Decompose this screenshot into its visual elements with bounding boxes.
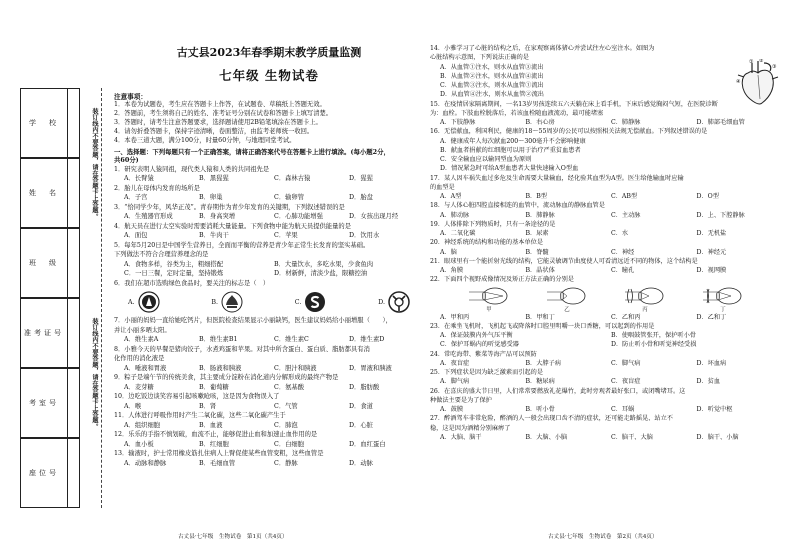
- footer-left: 古丈县·七年级 生物试卷 第1页（共4页）: [178, 534, 288, 540]
- option-row: [430, 211, 782, 220]
- option: B．肾: [199, 402, 217, 410]
- option-row: [114, 193, 424, 203]
- option: A．食物多样，谷类为主，粗细搭配: [124, 260, 224, 268]
- seal-text: 装订线内不要答题，请在答题卡上答题。: [91, 318, 98, 430]
- logo-option: [378, 291, 410, 313]
- question-stem-cont: 化作用的消化液是: [114, 355, 165, 363]
- option: D．材新鲜，清淡少盐，限糖控油: [274, 270, 368, 278]
- option-row: [430, 377, 782, 386]
- notes-list: [114, 101, 424, 146]
- option: D．脂肪酸: [349, 383, 380, 391]
- option: D．神经元: [696, 248, 727, 256]
- option: C．肺泡: [274, 421, 298, 429]
- info-box: [20, 228, 68, 298]
- question-stem: 5．每年5月20日是中国学生营养日，全面而平衡的营养是青少年正常生长发育的坚实基础。: [114, 241, 370, 249]
- eye-figure: [701, 287, 745, 313]
- option: C．安全输血应以输同型血为原则: [440, 156, 532, 163]
- option: A．肺动脉: [440, 211, 470, 219]
- option: A．健康成年人每次献血200～300毫升不会影响健康: [440, 137, 586, 145]
- food-logo-icon: [388, 291, 410, 313]
- option: C．脚气病: [611, 359, 641, 367]
- notes-heading: 注意事项：: [114, 93, 147, 101]
- logo-option: [211, 291, 243, 313]
- option: D．乙和丁: [696, 313, 727, 321]
- option: D．胎盘: [349, 194, 373, 202]
- eye-diagrams: [430, 285, 782, 313]
- eye-figure: [545, 287, 589, 313]
- note-item: 1．本卷为试题卷，考生应在答题卡上作答，在试题卷、草稿纸上答题无效。: [114, 101, 326, 108]
- seal-line: [101, 88, 102, 508]
- option: C．保护耳蜗内的听觉感受器: [440, 341, 519, 349]
- question-stem-cont: 稳，这是因为酒精分别麻痹了: [430, 424, 511, 432]
- eye-figure: [467, 287, 511, 313]
- info-label: 准考证号: [24, 329, 64, 337]
- option-row: [114, 402, 424, 412]
- option: C．静脉: [274, 459, 298, 467]
- option: B．身高突增: [199, 213, 236, 221]
- option: D．听觉中枢: [696, 406, 733, 413]
- question-stem: 19．人体排除下列物质时，只有一条途径的是: [430, 220, 556, 228]
- option: C．主动脉: [611, 211, 641, 219]
- option: C．森林古猿: [274, 175, 311, 183]
- right-column: [430, 44, 782, 442]
- note-item: 2．答题前，考生须将自己的姓名、准考证号分别在试卷和答题卡上填写清楚。: [114, 109, 333, 117]
- question-stem: 24．常吃海带、紫菜等海产品可以预防: [430, 350, 537, 358]
- option: A．脑: [440, 248, 457, 256]
- option: C．夜盲症: [611, 378, 641, 386]
- option: B．大脖子病: [525, 359, 561, 367]
- option: B．葡萄糖: [199, 383, 229, 391]
- question-stem: 15．在疫情居家隔离期间，一名13岁男孩连续五六天躺在床上看手机，下床后感觉胸闷气短，在医院诊断: [430, 100, 718, 108]
- left-column: [114, 44, 424, 468]
- option: B．脊髓: [525, 248, 549, 256]
- eye-label: 甲: [486, 306, 492, 313]
- option: D．胃液和胰液: [349, 364, 392, 372]
- option-row: [114, 174, 424, 184]
- option: B．大脑、小脑: [525, 433, 568, 441]
- option: D．从血管④注水，则水从血管②流出: [440, 91, 544, 99]
- question-stem: 20．神经系统的结构和功能的基本单位是: [430, 239, 544, 247]
- option: C．AB型: [611, 193, 638, 200]
- option: B．维生素B1: [199, 336, 238, 344]
- option: A．动脉和静脉: [124, 459, 167, 467]
- option: A．面包: [124, 232, 148, 240]
- option: A．夜盲症: [440, 359, 470, 367]
- option: C．瞳孔: [611, 267, 635, 274]
- info-fill-field[interactable]: [68, 298, 80, 368]
- questions-left: [114, 165, 424, 469]
- option: C．胆汁和胰液: [274, 364, 317, 372]
- option: A．喉: [124, 402, 142, 410]
- eye-diagram-icon: [545, 287, 589, 305]
- option: D．视网膜: [696, 267, 727, 274]
- exam-subtitle: 七年级 生物试卷: [219, 68, 319, 83]
- option: A．保证鼓膜内外气压平衡: [440, 332, 513, 339]
- option: D．上、下腔静脉: [696, 211, 745, 219]
- info-fill-field[interactable]: [68, 228, 80, 298]
- option: B．听小骨: [525, 406, 555, 413]
- question-stem-cont: 的血型是: [430, 183, 455, 191]
- info-box: [20, 368, 68, 438]
- option: C．肺静脉: [611, 119, 641, 126]
- option: D．坏血病: [696, 359, 727, 367]
- info-box: [20, 88, 68, 158]
- option-row: [430, 331, 782, 340]
- option: C．乙和丙: [611, 313, 641, 321]
- question-stem: 23．在乘坐飞机时，飞机起飞或降落时口腔里明嚼一块口香糖，可以起到的作用是: [430, 322, 655, 330]
- option: B．肺静脉: [525, 211, 555, 219]
- note-item: 4．请勿折叠答题卡，保持字迹清晰，卷面整洁，由监考老师统一收回。: [114, 127, 314, 135]
- food-logo-icon: [221, 291, 243, 313]
- eye-diagram-icon: [467, 287, 511, 305]
- question-stem-cont: 下列做法不符合合理营养理念的是: [114, 251, 209, 259]
- option: B．卵巢: [199, 194, 223, 202]
- question-stem: 18．与人体心脏四腔直接相连的血管中，流动脉血的静脉血管是: [430, 202, 605, 210]
- question-stem: 25．下列症状是因为缺乏激素而引起的是: [430, 369, 544, 376]
- eye-label: 丁: [720, 306, 726, 313]
- option: C．水: [611, 230, 629, 237]
- option-row: [430, 118, 782, 127]
- option: D．心脏: [349, 421, 373, 429]
- section-heading: [114, 148, 424, 165]
- option: C．白细胞: [274, 440, 305, 448]
- option: B．毛细血管: [199, 459, 236, 467]
- question-stem: 1．研究表明人猿同祖，现代类人猿和人类的共同祖先是: [114, 165, 270, 173]
- option: A．甲和丙: [440, 313, 470, 321]
- option-row: [430, 313, 782, 322]
- option: B．甲和丁: [525, 313, 555, 321]
- option: D．血红蛋白: [349, 440, 386, 448]
- option-row: [430, 405, 782, 414]
- heart-label-2: ②: [759, 59, 764, 64]
- heart-label-3: ③: [772, 64, 777, 70]
- option: A．二氧化碳: [440, 230, 476, 237]
- option: A．子宫: [124, 194, 148, 202]
- section-heading-line1: 一、选择题：下列每题只有一个正确答案，请将正确答案代号在答题卡上进行填涂。(每小题2分，: [114, 147, 390, 156]
- option: A．A型: [440, 193, 462, 200]
- question-stem: 2．胎儿在母体内发育的场所是: [114, 184, 200, 192]
- heart-diagram: [736, 59, 780, 107]
- option: A．角膜: [440, 267, 464, 274]
- info-label: 座位号: [29, 469, 59, 477]
- question-stem: 6．我们在超市选购绿色食品时，要关注的标志是（ ）: [114, 279, 270, 287]
- option: A．长臂猿: [124, 175, 154, 183]
- option: D．无机盐: [696, 230, 727, 237]
- eye-label: 乙: [564, 306, 570, 313]
- section-heading-line2: 共60分): [114, 156, 139, 165]
- info-fill-field[interactable]: [68, 368, 80, 438]
- option: D．食道: [349, 402, 373, 410]
- question-stem-cont: 为：血栓。下肢血栓脱落后，若该血栓随血液流动，最可能堵塞: [430, 109, 604, 117]
- option-label: B.: [211, 298, 218, 306]
- option: A．从血管①注水，则水从血管③流出: [440, 63, 544, 71]
- option: D．饮用水: [349, 232, 380, 240]
- option: B．使咽鼓管张开，保护听小骨: [611, 332, 696, 339]
- heart-label-1: ①: [749, 59, 754, 65]
- question-stem: 22．下面四个视野成像情况及矫正方法正确的分别是: [430, 276, 574, 284]
- option: C．脑干、大脑: [611, 433, 653, 441]
- eye-figure: [623, 287, 667, 313]
- option-row: [114, 364, 424, 374]
- option: B．晶状体: [525, 267, 555, 274]
- question-stem: 10．边吃饭边谈笑容易引起咳嗽呛咳，这是因为食物误入了: [114, 393, 280, 401]
- option-label: A.: [128, 298, 135, 306]
- info-fill-field[interactable]: [68, 88, 80, 158]
- option-row: [430, 63, 782, 100]
- option: B．B型: [525, 193, 547, 200]
- note-item: 4．本卷三道大题，满分100分，时量60分钟，与地理同堂考试。: [114, 136, 296, 144]
- info-label: 姓 名: [29, 189, 59, 197]
- option: C．维生素C: [274, 336, 309, 344]
- option: B．糖尿病: [525, 378, 555, 386]
- option: D．动脉: [349, 459, 373, 467]
- option-row: [430, 340, 782, 349]
- option: D．维生素D: [349, 336, 385, 344]
- logo-option: [295, 291, 327, 313]
- logo-option: [128, 291, 160, 313]
- option: D．女孩出现月经: [349, 213, 399, 221]
- question-stem: 21．眼球里有一个能折射光线的结构，它能灵敏调节曲度使人可看清远近不同的物体，这个结构是: [430, 257, 698, 265]
- question-stem: 4．航天员在进行太空实验时需要消耗大量能量。下列食物中能为航天员提供能量的是: [114, 222, 351, 230]
- option: A．大脑、脑干: [440, 433, 482, 441]
- option: B．右心房: [525, 119, 555, 126]
- option: C．一日三餐，定时定量，坚持锻炼: [124, 270, 224, 278]
- question-stem: 8．小雅今天的早餐是猪肉饺子，水煮鸡蛋和苹果。对其中所含蛋白、蛋白质、脂肪都具有消: [114, 345, 370, 353]
- footer-right: 古丈县·七年级 生物试卷 第2页（共4页）: [548, 534, 658, 540]
- eye-diagram-icon: [623, 287, 667, 305]
- question-stem-cont: 心脏结构示意图，下列说法正确的是: [430, 54, 529, 62]
- option: D．防止听小骨和听觉神经受损: [611, 341, 697, 349]
- option-row: [430, 359, 782, 368]
- option: C．输卵管: [274, 194, 305, 202]
- option: C．耳蜗: [611, 406, 635, 413]
- option: C．苹果: [274, 232, 298, 240]
- option: D．肺部毛细血管: [696, 119, 745, 126]
- option-row: [430, 192, 782, 201]
- option-row: [430, 266, 782, 275]
- option-row: [114, 383, 424, 393]
- info-fill-field[interactable]: [68, 158, 80, 228]
- option: C．从血管③注水，则水从血管①流出: [440, 82, 544, 89]
- info-box: [20, 438, 68, 508]
- note-item: 3．答题时，请考生注意答题要求，选择题请使用2B铅笔填涂在答题卡上。: [114, 118, 322, 126]
- option: B．红细胞: [199, 440, 229, 448]
- option-row: [430, 248, 782, 257]
- question-stem: 17．某人因车祸失血过多危及生命需要大量输血，经化验其血型为A型。医生给他输血时应输: [430, 174, 684, 182]
- question-stem: 3．“恰同学少年，风华正茂”。青春期作为青少年发育的关键期，下列叙述错误的是: [114, 203, 345, 211]
- question-stem: 12．乐乐的手指不慎划破，血流不止，能够促进止血和加速止血作用的是: [114, 431, 318, 439]
- question-stem: 16．无偿献血，利国利民，健康的18～55周岁的公民可以按照相关法规无偿献血。下列叙述错误的是: [430, 128, 708, 136]
- option: C．气管: [274, 402, 298, 410]
- option: A．脚气病: [440, 378, 470, 386]
- questions-right: [430, 44, 782, 442]
- option-row: [114, 212, 424, 222]
- option: A．下肢静脉: [440, 119, 476, 126]
- option: B．牛肉干: [199, 232, 229, 240]
- option: A．血小板: [124, 440, 154, 448]
- heart-label-4: ④: [736, 79, 741, 85]
- question-stem: 27．醉酒驾车非常危险，醉酒的人一般会出现口齿不清的症状，还可能走路摇晃、站立不: [430, 415, 673, 423]
- option-row: [430, 229, 782, 238]
- option: A．生殖器官形成: [124, 213, 173, 221]
- option: A．组织细胞: [124, 421, 161, 429]
- question-stem: 9．粽子是端午节的传统美食，其主要成分淀粉在消化道内分解形成的最终产物是: [114, 374, 339, 382]
- option: B．尿素: [525, 230, 549, 237]
- option-row: [430, 137, 782, 174]
- option: B．血液: [199, 421, 223, 429]
- option: D．O型: [696, 193, 719, 200]
- option: A．唾液和胃液: [124, 364, 167, 372]
- binding-strip: [6, 88, 104, 508]
- info-label: 学 校: [29, 119, 59, 127]
- option-row: [430, 433, 782, 442]
- option: C．氨基酸: [274, 383, 305, 391]
- option: B．大量饮水，多吃水果，少食鱼肉: [274, 260, 374, 268]
- question-stem: 14．小雅学习了心脏的结构之后，在家观察离体猪心并尝试往左心室注水。如图为: [430, 45, 655, 52]
- option: D．情况紧急时可给A型血患者大量快速输入O型血: [440, 165, 579, 173]
- option: B．肠液和胰液: [199, 364, 242, 372]
- question-stem: 11．人体进行呼吸作用时产生二氧化碳，这些二氧化碳产生于: [114, 412, 286, 420]
- logo-options: [114, 288, 424, 316]
- option: B．黑猩猩: [199, 175, 229, 183]
- option: B．从血管②注水，则水从血管④流出: [440, 72, 544, 80]
- option-row: [114, 440, 424, 450]
- exam-title: 古丈县2023年春季期末教学质量监测: [176, 46, 362, 59]
- option-row: [114, 421, 424, 431]
- option: C．心肺功能增强: [274, 213, 323, 221]
- question-stem: 7．小丽的妈妈一直给她吃钙片，但医院检查结果显示小丽缺钙，医生建议妈妈给小丽增服（ ），: [114, 317, 392, 325]
- question-stem-cont: 并让小丽多晒太阳。: [114, 326, 171, 334]
- option: D．猩猩: [349, 175, 373, 183]
- option: A．麦芽糖: [124, 383, 154, 391]
- option: A．鼓膜: [440, 406, 464, 413]
- option-label: C.: [294, 298, 302, 306]
- option: D．脑干、小脑: [696, 433, 739, 441]
- food-logo-icon: [304, 291, 326, 313]
- option-row: [114, 459, 424, 469]
- option-row: [114, 269, 424, 279]
- option: D．贫血: [696, 378, 721, 386]
- option-row: [114, 260, 424, 270]
- option-row: [114, 231, 424, 241]
- info-box: [20, 158, 68, 228]
- info-label: 班 级: [29, 259, 59, 267]
- question-stem: 13．输液时，护士常用橡皮筋扎住病人上臂促使某些血管变粗，这些血管是: [114, 450, 324, 458]
- info-fill-field[interactable]: [68, 438, 80, 508]
- info-box: [20, 298, 68, 368]
- question-stem: 26．在喜庆的盛大节日里，人们常常要燃放礼花爆竹，此时旁观者最好张口，或闭嘴堵耳。这: [430, 387, 686, 395]
- option-label: D.: [378, 298, 385, 306]
- eye-diagram-icon: [701, 287, 745, 305]
- option: C．神经: [611, 248, 635, 256]
- option: B．献血者捐献的红细胞可以用于治疗严重贫血患者: [440, 146, 581, 154]
- option: A．维生素A: [124, 336, 159, 344]
- info-label: 考室号: [29, 399, 59, 407]
- eye-label: 丙: [642, 306, 648, 313]
- food-logo-icon: [138, 291, 160, 313]
- seal-text: 装订线内不要答题，请在答题卡上答题。: [91, 108, 98, 220]
- question-stem-cont: 种做法主要是为了保护: [430, 396, 492, 404]
- option-row: [114, 335, 424, 345]
